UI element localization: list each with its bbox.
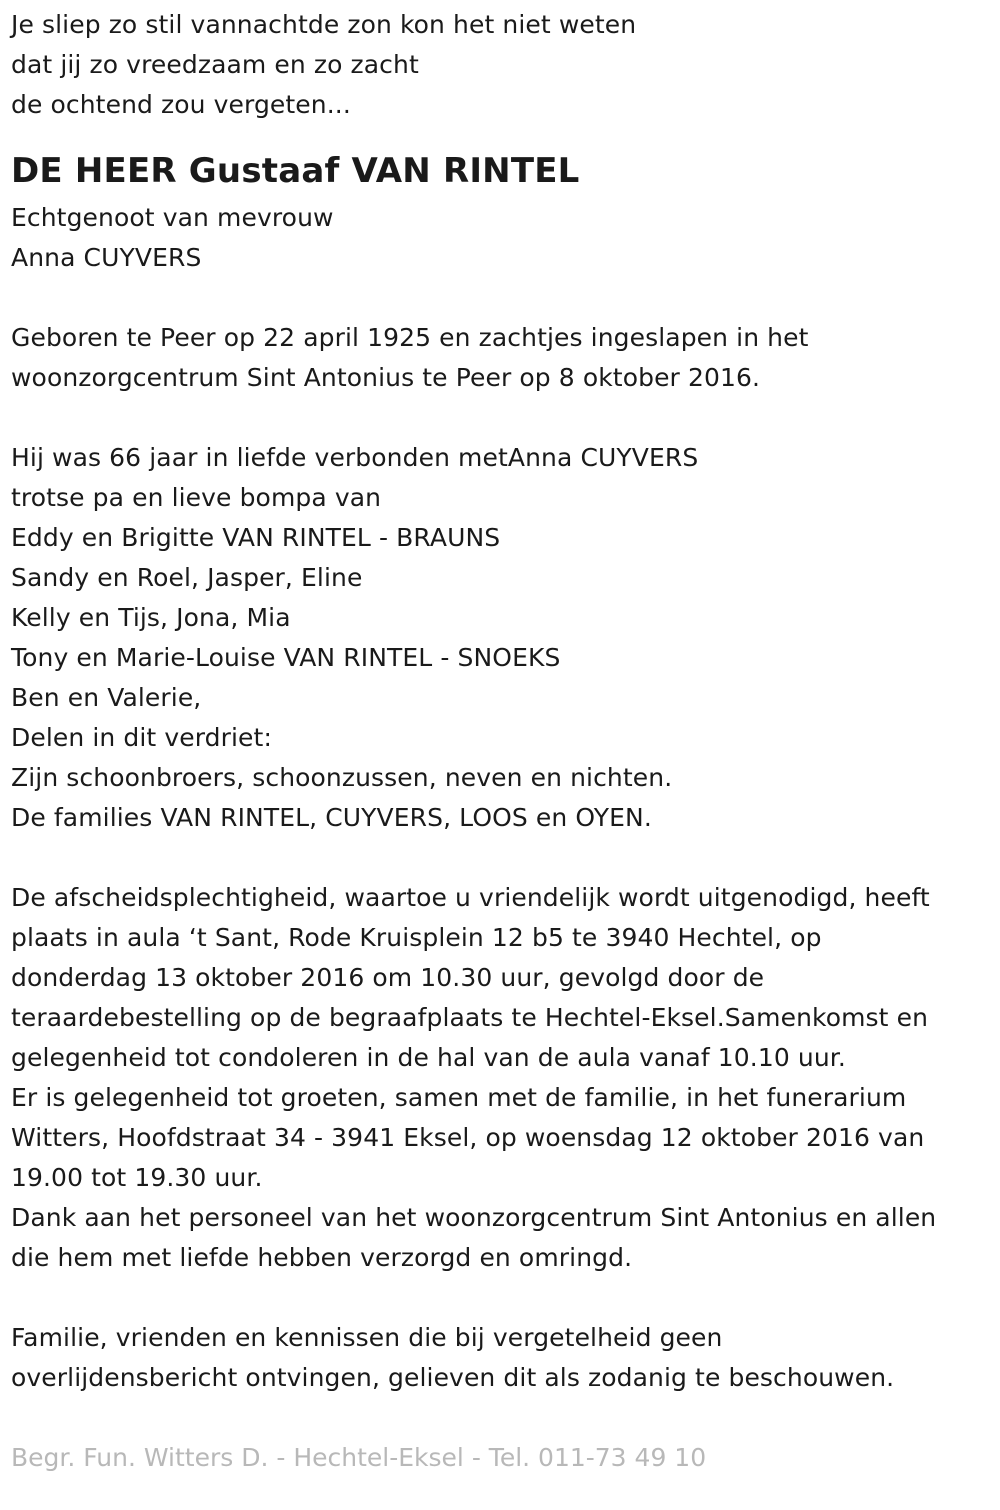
- family-line: De families VAN RINTEL, CUYVERS, LOOS en OYEN.: [11, 803, 652, 832]
- spouse-block: [11, 198, 996, 278]
- family-line: Ben en Valerie,: [11, 683, 202, 712]
- paragraph-line: Dank aan het personeel van het woonzorgcentrum Sint Antonius en allen: [11, 1203, 937, 1232]
- family-line: Zijn schoonbroers, schoonzussen, neven en nichten.: [11, 763, 673, 792]
- paragraph-line: De afscheidsplechtigheid, waartoe u vriendelijk wordt uitgenodigd, heeft: [11, 883, 930, 912]
- paragraph-line: Geboren te Peer op 22 april 1925 en zachtjes ingeslapen in het: [11, 323, 809, 352]
- obituary-document: [11, 5, 996, 1478]
- paragraph-line: gelegenheid tot condoleren in de hal van de aula vanaf 10.10 uur.: [11, 1043, 846, 1072]
- funeral-home-footer: Begr. Fun. Witters D. - Hechtel-Eksel - Tel. 011-73 49 10: [11, 1443, 707, 1472]
- poem: [11, 5, 996, 125]
- paragraph-line: overlijdensbericht ontvingen, gelieven dit als zodanig te beschouwen.: [11, 1363, 895, 1392]
- poem-line: dat jij zo vreedzaam en zo zacht: [11, 50, 419, 79]
- family-line: Eddy en Brigitte VAN RINTEL - BRAUNS: [11, 523, 501, 552]
- family-line: Tony en Marie-Louise VAN RINTEL - SNOEKS: [11, 643, 561, 672]
- spacer: [11, 838, 996, 878]
- poem-line: Je sliep zo stil vannachtde zon kon het niet weten: [11, 10, 637, 39]
- paragraph-line: donderdag 13 oktober 2016 om 10.30 uur, gevolgd door de: [11, 963, 765, 992]
- birth-death-paragraph: [11, 318, 996, 398]
- spouse-line: Echtgenoot van mevrouw: [11, 203, 334, 232]
- spacer: [11, 278, 996, 318]
- paragraph-line: plaats in aula ‘t Sant, Rode Kruisplein 12 b5 te 3940 Hechtel, op: [11, 923, 822, 952]
- paragraph-line: teraardebestelling op de begraafplaats te Hechtel-Eksel.Samenkomst en: [11, 1003, 929, 1032]
- paragraph-line: die hem met liefde hebben verzorgd en omringd.: [11, 1243, 633, 1272]
- family-line: Sandy en Roel, Jasper, Eline: [11, 563, 363, 592]
- paragraph-line: woonzorgcentrum Sint Antonius te Peer op 8 oktober 2016.: [11, 363, 761, 392]
- spacer: [11, 1398, 996, 1438]
- spacer: [11, 1278, 996, 1318]
- poem-line: de ochtend zou vergeten...: [11, 90, 351, 119]
- ceremony-paragraph: [11, 878, 996, 1278]
- paragraph-line: Er is gelegenheid tot groeten, samen met de familie, in het funerarium: [11, 1083, 907, 1112]
- family-line: Delen in dit verdriet:: [11, 723, 272, 752]
- paragraph-line: 19.00 tot 19.30 uur.: [11, 1163, 263, 1192]
- family-line: Kelly en Tijs, Jona, Mia: [11, 603, 291, 632]
- notice-paragraph: [11, 1318, 996, 1398]
- family-list: [11, 438, 996, 838]
- spacer: [11, 398, 996, 438]
- paragraph-line: Witters, Hoofdstraat 34 - 3941 Eksel, op woensdag 12 oktober 2016 van: [11, 1123, 925, 1152]
- paragraph-line: Familie, vrienden en kennissen die bij vergetelheid geen: [11, 1323, 723, 1352]
- deceased-name-title: DE HEER Gustaaf VAN RINTEL: [11, 151, 580, 191]
- family-line: trotse pa en lieve bompa van: [11, 483, 382, 512]
- spouse-name: Anna CUYVERS: [11, 243, 202, 272]
- family-line: Hij was 66 jaar in liefde verbonden metAnna CUYVERS: [11, 443, 699, 472]
